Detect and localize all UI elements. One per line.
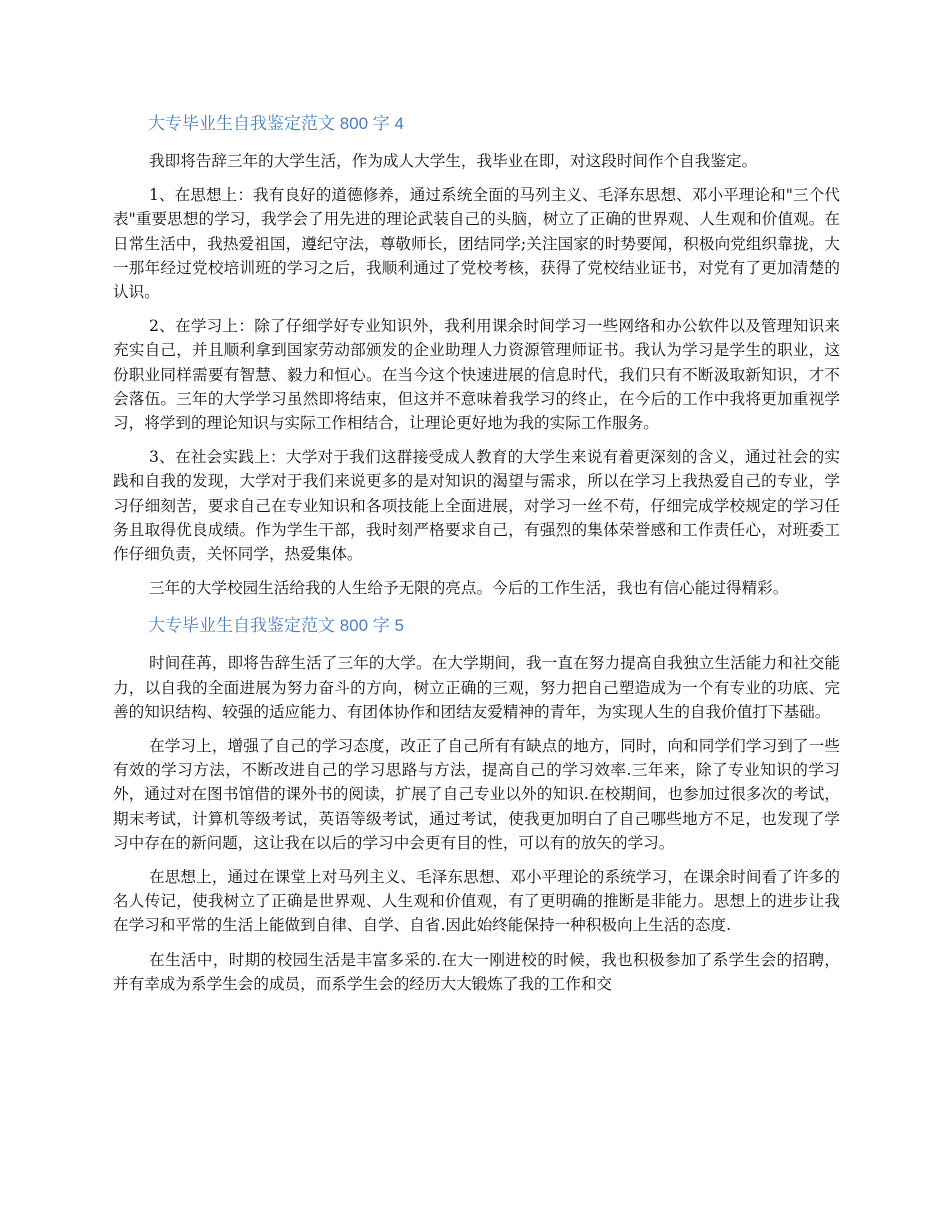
- paragraph: 时间荏苒，即将告辞生活了三年的大学。在大学期间，我一直在努力提高自我独立生活能力和社交能力，以自我的全面进展为努力奋斗的方向，树立正确的三观，努力把自己塑造成为一个有专业的功底、完善的知识结构、较强的适应能力、有团体协作和团结友爱精神的青年，为实现人生的自我价值打下基础。: [113, 654, 840, 721]
- section-heading-5: 大专毕业生自我鉴定范文 800 字 5: [148, 616, 404, 636]
- paragraph: 在生活中，时期的校园生活是丰富多采的.在大一刚进校的时候，我也积极参加了系学生会的招聘，并有幸成为系学生会的成员，而系学生会的经历大大锻炼了我的工作和交: [113, 950, 840, 993]
- paragraph: 三年的大学校园生活给我的人生给予无限的亮点。今后的工作生活，我也有信心能过得精彩。: [149, 579, 789, 598]
- paragraph: 在学习上，增强了自己的学习态度，改正了自己所有有缺点的地方，同时，向和同学们学习到了一些有效的学习方法，不断改进自己的学习思路与方法，提高自己的学习效率.三年来，除了专业知识的学习外，通过对在图书馆借的课外书的阅读，扩展了自己专业以外的知识.在校期间，也参加过很多次的考试，期末考试，计算机等级考试，英语等级考试，通过考试，使我更加明白了自己哪些地方不足，也发现了学习中存在的新问题，这让我在以后的学习中会更有目的性，可以有的放矢的学习。: [113, 737, 840, 852]
- paragraph: 2、在学习上：除了仔细学好专业知识外，我利用课余时间学习一些网络和办公软件以及管理知识来充实自己，并且顺利拿到国家劳动部颁发的企业助理人力资源管理师证书。我认为学习是学生的职业，这份职业同样需要有智慧、毅力和恒心。在当今这个快速进展的信息时代，我们只有不断汲取新知识，才不会落伍。三年的大学学习虽然即将结束，但这并不意味着我学习的终止，在今后的工作中我将更加重视学习，将学到的理论知识与实际工作相结合，让理论更好地为我的实际工作服务。: [113, 317, 840, 433]
- document-page: [113, 112, 840, 1006]
- paragraph: 3、在社会实践上：大学对于我们这群接受成人教育的大学生来说有着更深刻的含义，通过社会的实践和自我的发现，大学对于我们来说更多的是对知识的渴望与需求，所以在学习上我热爱自己的专业，学习仔细刻苦，要求自己在专业知识和各项技能上全面进展，对学习一丝不苟，仔细完成学校规定的学习任务且取得优良成绩。作为学生干部，我时刻严格要求自己，有强烈的集体荣誉感和工作责任心，对班委工作仔细负责，关怀同学，热爱集体。: [113, 448, 840, 564]
- paragraph: 在思想上，通过在课堂上对马列主义、毛泽东思想、邓小平理论的系统学习，在课余时间看了许多的名人传记，使我树立了正确是世界观、人生观和价值观，有了更明确的推断是非能力。思想上的进步让我在学习和平常的生活上能做到自律、自学、自省.因此始终能保持一种积极向上生活的态度.: [113, 868, 840, 935]
- section-heading-4: 大专毕业生自我鉴定范文 800 字 4: [148, 114, 404, 133]
- paragraph: 我即将告辞三年的大学生活，作为成人大学生，我毕业在即，对这段时间作个自我鉴定。: [149, 152, 758, 170]
- paragraph: 1、在思想上：我有良好的道德修养，通过系统全面的马列主义、毛泽东思想、邓小平理论和"三个代表"重要思想的学习，我学会了用先进的理论武装自己的头脑，树立了正确的世界观、人生观和价值观。在日常生活中，我热爱祖国，遵纪守法，尊敬师长，团结同学;关注国家的时势要闻，积极向党组织靠拢，大一那年经过党校培训班的学习之后，我顺利通过了党校考核，获得了党校结业证书，对党有了更加清楚的认识。: [113, 186, 840, 302]
